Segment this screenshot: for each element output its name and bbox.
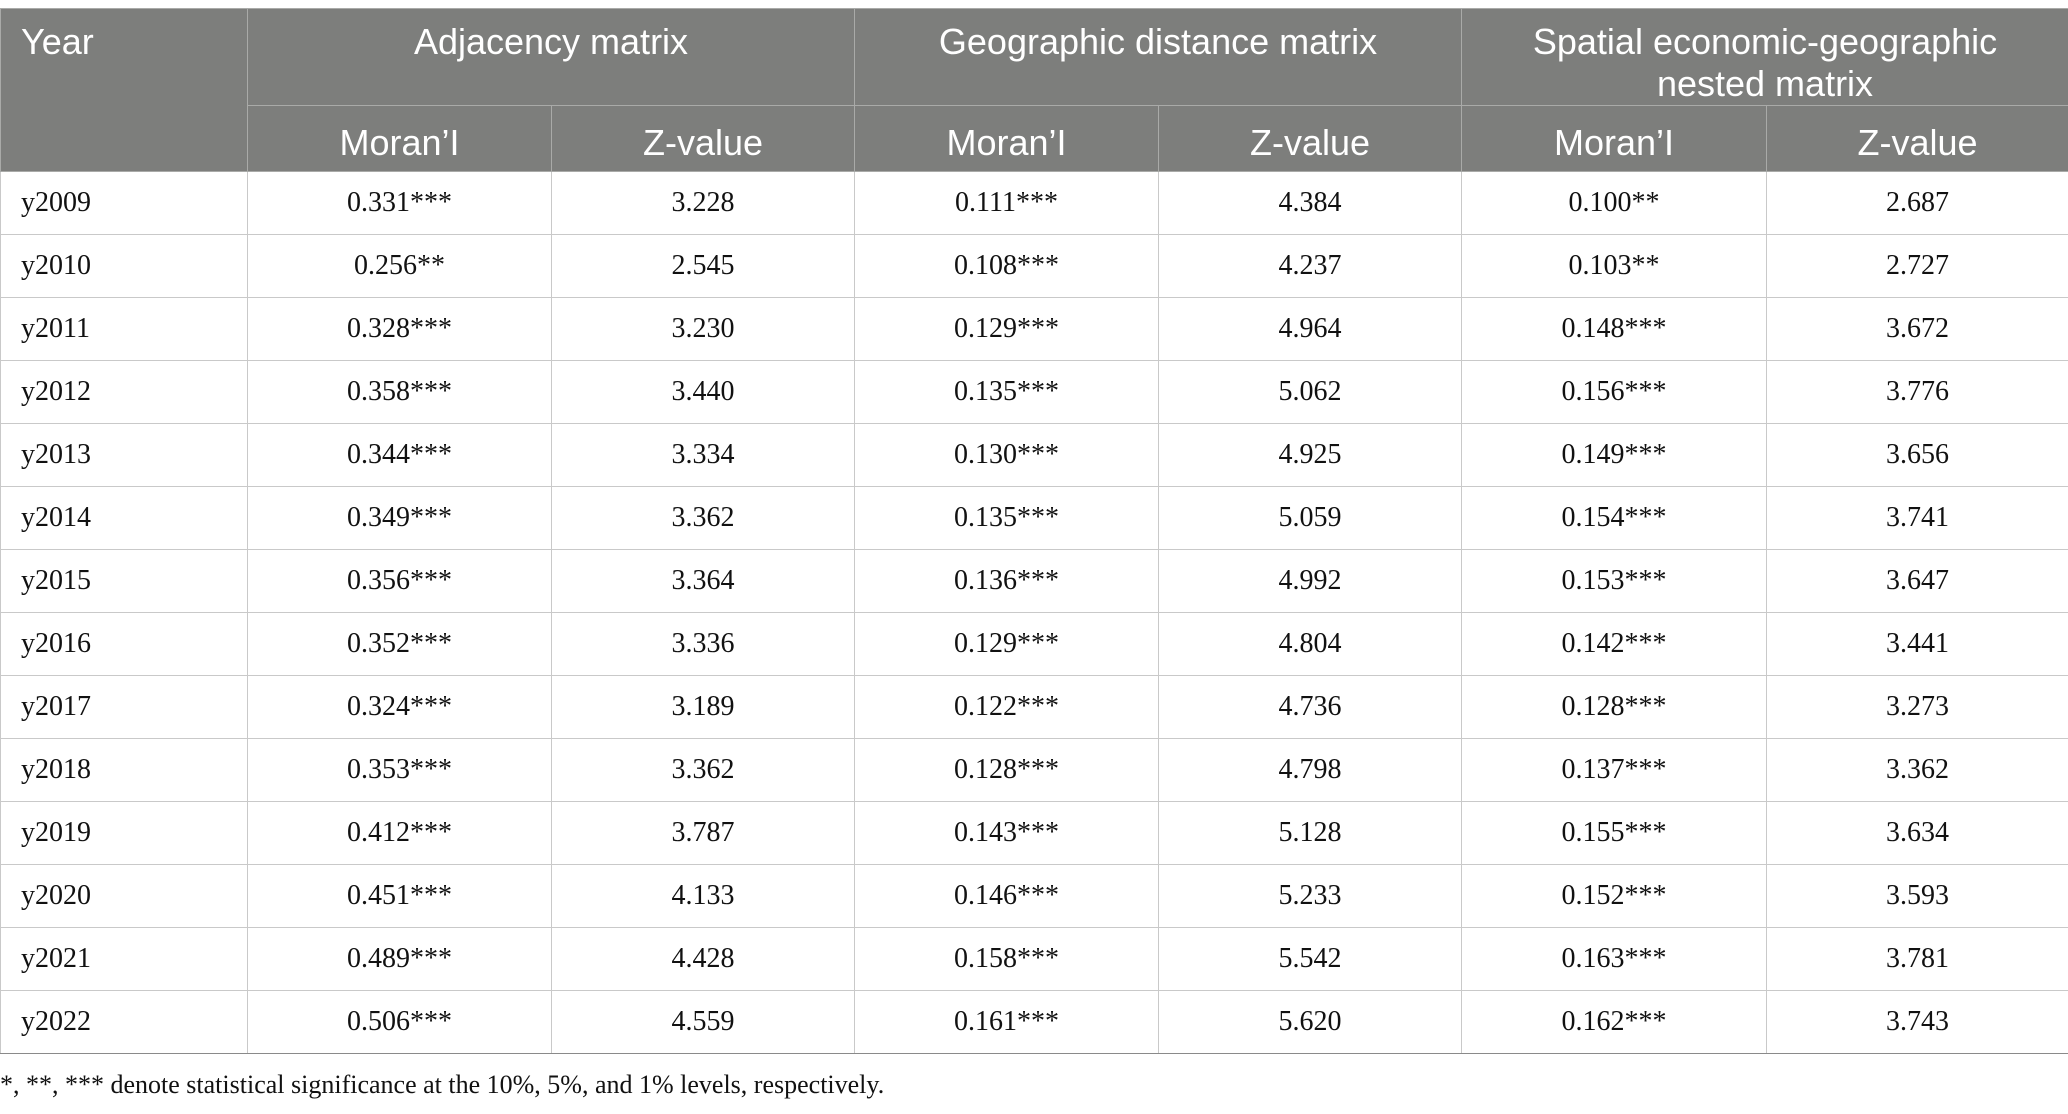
year-cell: y2009 <box>1 172 248 235</box>
moran-i-cell: 0.135*** <box>855 361 1159 424</box>
table-row <box>1 991 2068 1054</box>
moran-i-cell: 0.506*** <box>248 991 552 1054</box>
z-value-header: Z-value <box>1767 106 2068 172</box>
nested-matrix-header: Spatial economic-geographic nested matrix <box>1462 9 2068 106</box>
z-value-cell: 4.964 <box>1159 298 1462 361</box>
z-value-cell: 3.440 <box>552 361 855 424</box>
moran-i-cell: 0.129*** <box>855 613 1159 676</box>
z-value-cell: 4.428 <box>552 928 855 991</box>
z-value-cell: 4.798 <box>1159 739 1462 802</box>
z-value-cell: 5.059 <box>1159 487 1462 550</box>
moran-i-header: Moran’I <box>1462 106 1767 172</box>
year-cell: y2020 <box>1 865 248 928</box>
z-value-cell: 4.384 <box>1159 172 1462 235</box>
moran-i-cell: 0.349*** <box>248 487 552 550</box>
moran-i-header: Moran’I <box>855 106 1159 172</box>
year-cell: y2021 <box>1 928 248 991</box>
table-row <box>1 424 2068 487</box>
z-value-cell: 2.687 <box>1767 172 2068 235</box>
moran-i-cell: 0.143*** <box>855 802 1159 865</box>
table-body <box>1 172 2068 1054</box>
z-value-cell: 3.364 <box>552 550 855 613</box>
year-cell: y2010 <box>1 235 248 298</box>
moran-i-cell: 0.163*** <box>1462 928 1767 991</box>
moran-i-cell: 0.128*** <box>1462 676 1767 739</box>
moran-i-cell: 0.358*** <box>248 361 552 424</box>
moran-i-cell: 0.162*** <box>1462 991 1767 1054</box>
z-value-cell: 3.230 <box>552 298 855 361</box>
moran-i-cell: 0.108*** <box>855 235 1159 298</box>
table-row <box>1 487 2068 550</box>
table-row <box>1 298 2068 361</box>
moran-i-cell: 0.155*** <box>1462 802 1767 865</box>
moran-i-header: Moran’I <box>248 106 552 172</box>
moran-i-cell: 0.161*** <box>855 991 1159 1054</box>
moran-i-cell: 0.352*** <box>248 613 552 676</box>
z-value-cell: 4.992 <box>1159 550 1462 613</box>
z-value-cell: 3.672 <box>1767 298 2068 361</box>
moran-i-cell: 0.412*** <box>248 802 552 865</box>
moran-i-cell: 0.135*** <box>855 487 1159 550</box>
moran-i-cell: 0.153*** <box>1462 550 1767 613</box>
year-cell: y2013 <box>1 424 248 487</box>
z-value-cell: 5.128 <box>1159 802 1462 865</box>
moran-i-cell: 0.103** <box>1462 235 1767 298</box>
moran-i-cell: 0.136*** <box>855 550 1159 613</box>
moran-i-cell: 0.158*** <box>855 928 1159 991</box>
year-cell: y2022 <box>1 991 248 1054</box>
z-value-cell: 3.334 <box>552 424 855 487</box>
moran-i-cell: 0.451*** <box>248 865 552 928</box>
z-value-cell: 2.727 <box>1767 235 2068 298</box>
z-value-cell: 4.925 <box>1159 424 1462 487</box>
z-value-cell: 4.804 <box>1159 613 1462 676</box>
z-value-header: Z-value <box>552 106 855 172</box>
z-value-cell: 3.593 <box>1767 865 2068 928</box>
moran-i-cell: 0.149*** <box>1462 424 1767 487</box>
moran-i-cell: 0.353*** <box>248 739 552 802</box>
table-row <box>1 172 2068 235</box>
z-value-cell: 3.741 <box>1767 487 2068 550</box>
year-cell: y2015 <box>1 550 248 613</box>
moran-table <box>0 8 2068 1054</box>
table-row <box>1 613 2068 676</box>
z-value-cell: 3.776 <box>1767 361 2068 424</box>
year-cell: y2012 <box>1 361 248 424</box>
table-row <box>1 676 2068 739</box>
moran-i-cell: 0.324*** <box>248 676 552 739</box>
z-value-cell: 5.620 <box>1159 991 1462 1054</box>
moran-i-cell: 0.142*** <box>1462 613 1767 676</box>
year-cell: y2017 <box>1 676 248 739</box>
year-cell: y2019 <box>1 802 248 865</box>
moran-i-cell: 0.111*** <box>855 172 1159 235</box>
z-value-cell: 3.362 <box>1767 739 2068 802</box>
year-cell: y2016 <box>1 613 248 676</box>
z-value-cell: 3.189 <box>552 676 855 739</box>
z-value-cell: 3.647 <box>1767 550 2068 613</box>
moran-i-cell: 0.356*** <box>248 550 552 613</box>
table-row <box>1 802 2068 865</box>
z-value-cell: 3.336 <box>552 613 855 676</box>
table-row <box>1 865 2068 928</box>
geographic-distance-matrix-header: Geographic distance matrix <box>855 9 1462 106</box>
z-value-cell: 4.237 <box>1159 235 1462 298</box>
moran-i-cell: 0.130*** <box>855 424 1159 487</box>
table-row <box>1 361 2068 424</box>
moran-i-cell: 0.156*** <box>1462 361 1767 424</box>
z-value-cell: 3.634 <box>1767 802 2068 865</box>
moran-i-cell: 0.344*** <box>248 424 552 487</box>
moran-i-cell: 0.331*** <box>248 172 552 235</box>
z-value-cell: 5.233 <box>1159 865 1462 928</box>
moran-i-cell: 0.148*** <box>1462 298 1767 361</box>
z-value-cell: 3.273 <box>1767 676 2068 739</box>
year-cell: y2014 <box>1 487 248 550</box>
moran-i-cell: 0.100** <box>1462 172 1767 235</box>
z-value-cell: 3.362 <box>552 739 855 802</box>
z-value-cell: 3.743 <box>1767 991 2068 1054</box>
z-value-header: Z-value <box>1159 106 1462 172</box>
header-row-groups <box>1 9 2068 106</box>
table-row <box>1 928 2068 991</box>
adjacency-matrix-header: Adjacency matrix <box>248 9 855 106</box>
z-value-cell: 5.542 <box>1159 928 1462 991</box>
year-cell: y2011 <box>1 298 248 361</box>
table-row <box>1 550 2068 613</box>
table-row <box>1 739 2068 802</box>
moran-i-cell: 0.256** <box>248 235 552 298</box>
moran-i-cell: 0.152*** <box>1462 865 1767 928</box>
header-row-sub <box>1 106 2068 172</box>
year-header: Year <box>1 9 248 172</box>
z-value-cell: 5.062 <box>1159 361 1462 424</box>
moran-i-cell: 0.128*** <box>855 739 1159 802</box>
z-value-cell: 4.736 <box>1159 676 1462 739</box>
z-value-cell: 3.787 <box>552 802 855 865</box>
z-value-cell: 4.133 <box>552 865 855 928</box>
footnote: *, **, *** denote statistical significance at the 10%, 5%, and 1% levels, respectively. <box>0 1070 885 1099</box>
z-value-cell: 3.656 <box>1767 424 2068 487</box>
moran-i-cell: 0.146*** <box>855 865 1159 928</box>
z-value-cell: 3.228 <box>552 172 855 235</box>
moran-i-cell: 0.328*** <box>248 298 552 361</box>
z-value-cell: 3.441 <box>1767 613 2068 676</box>
moran-i-cell: 0.137*** <box>1462 739 1767 802</box>
z-value-cell: 2.545 <box>552 235 855 298</box>
moran-i-cell: 0.154*** <box>1462 487 1767 550</box>
z-value-cell: 4.559 <box>552 991 855 1054</box>
z-value-cell: 3.781 <box>1767 928 2068 991</box>
table-row <box>1 235 2068 298</box>
z-value-cell: 3.362 <box>552 487 855 550</box>
moran-i-cell: 0.129*** <box>855 298 1159 361</box>
year-cell: y2018 <box>1 739 248 802</box>
moran-i-cell: 0.489*** <box>248 928 552 991</box>
moran-i-cell: 0.122*** <box>855 676 1159 739</box>
